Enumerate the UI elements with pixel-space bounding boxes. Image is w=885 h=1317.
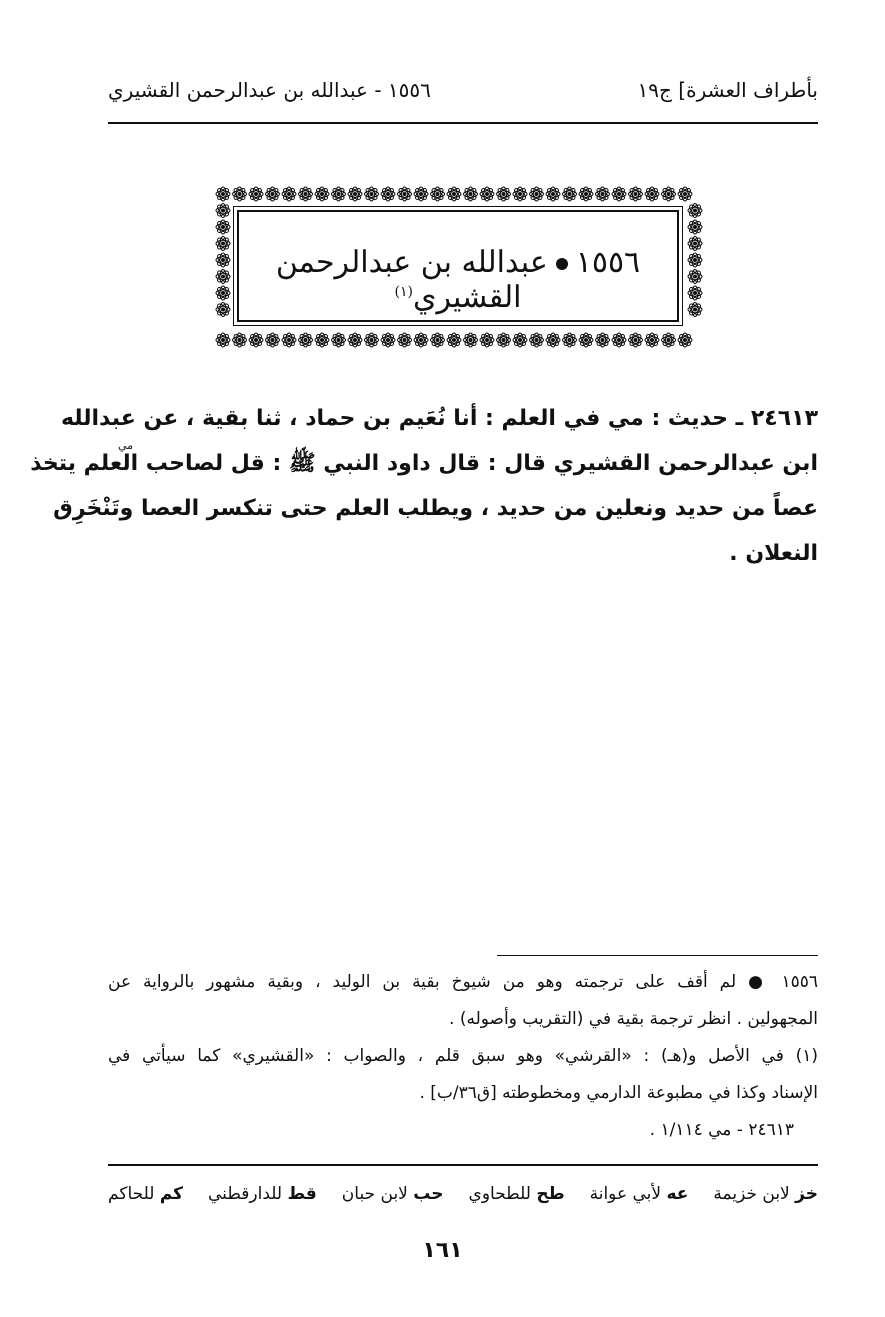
flower-ornament-icon: [546, 333, 560, 347]
flower-ornament-icon: [688, 302, 702, 316]
flower-ornament-icon: [232, 187, 246, 201]
footnote-line: (١) في الأصل و(هـ) : «القرشي» وهو سبق قلم ، والصواب : «القشيري» كما سيأتي في: [108, 1046, 818, 1066]
flower-ornament-icon: [216, 220, 230, 234]
flower-ornament-icon: [463, 333, 477, 347]
flower-ornament-icon: [364, 187, 378, 201]
flower-ornament-icon: [216, 253, 230, 267]
flower-ornament-icon: [249, 187, 263, 201]
flower-ornament-icon: [216, 203, 230, 217]
footnote-line: الإسناد وكذا في مطبوعة الدارمي ومخطوطته [ق٣٦/ب] .: [419, 1083, 818, 1103]
bullet-icon: [556, 258, 568, 270]
flower-ornament-icon: [216, 236, 230, 250]
flower-ornament-icon: [315, 187, 329, 201]
flower-ornament-icon: [645, 187, 659, 201]
flower-ornament-icon: [688, 220, 702, 234]
flower-ornament-icon: [688, 203, 702, 217]
entry-name: عبدالله بن عبدالرحمن القشيري: [275, 245, 548, 315]
abbrev-item: خز لابن خزيمة: [713, 1184, 818, 1204]
entry-title: [239, 245, 677, 315]
flower-ornament-icon: [447, 187, 461, 201]
flower-ornament-icon: [348, 187, 362, 201]
flower-ornament-icon: [678, 187, 692, 201]
flower-ornament-icon: [216, 187, 230, 201]
page-number: ١٦١: [422, 1238, 463, 1263]
hadith-line: ٢٤٦١٣ ـ حديث : مي في العلم : أنا نُعَيم بن حماد ، ثنا بقية ، عن عبدالله: [60, 406, 818, 431]
flower-ornament-icon: [216, 333, 230, 347]
margin-note: مي: [118, 439, 134, 452]
flower-ornament-icon: [397, 187, 411, 201]
footnote-line: المجهولين . انظر ترجمة بقية في (التقريب وأصوله) .: [449, 1009, 818, 1029]
abbrev-item: كم للحاكم: [108, 1184, 184, 1204]
flower-ornament-icon: [216, 286, 230, 300]
flower-ornament-icon: [430, 333, 444, 347]
flower-ornament-icon: [463, 187, 477, 201]
abbrev-item: عه لأبي عوانة: [589, 1184, 689, 1204]
footnote-divider: [497, 955, 818, 956]
flower-ornament-icon: [612, 333, 626, 347]
flower-ornament-icon: [265, 333, 279, 347]
hadith-line: النعلان .: [729, 541, 818, 566]
abbreviation-divider: [108, 1164, 818, 1166]
flower-ornament-icon: [661, 187, 675, 201]
flower-ornament-icon: [216, 269, 230, 283]
hadith-text: [30, 396, 818, 576]
flower-ornament-icon: [628, 187, 642, 201]
flower-ornament-icon: [595, 187, 609, 201]
flower-ornament-icon: [381, 187, 395, 201]
flower-ornament-icon: [661, 333, 675, 347]
flower-ornament-icon: [480, 333, 494, 347]
header-entry-ref: ١٥٥٦ - عبدالله بن عبدالرحمن القشيري: [108, 78, 431, 102]
flower-ornament-icon: [348, 333, 362, 347]
entry-title-box: [237, 210, 679, 322]
flower-ornament-icon: [480, 187, 494, 201]
flower-ornament-icon: [249, 333, 263, 347]
flower-ornament-icon: [331, 187, 345, 201]
flower-ornament-icon: [529, 187, 543, 201]
flower-ornament-icon: [381, 333, 395, 347]
flower-ornament-icon: [414, 333, 428, 347]
abbrev-item: قط للدارقطني: [208, 1184, 317, 1204]
flower-ornament-icon: [562, 187, 576, 201]
flower-ornament-icon: [628, 333, 642, 347]
flower-ornament-icon: [430, 187, 444, 201]
header-volume-ref: بأطراف العشرة] ج١٩: [637, 78, 818, 102]
flower-ornament-icon: [315, 333, 329, 347]
flower-ornament-icon: [414, 187, 428, 201]
flower-ornament-icon: [232, 333, 246, 347]
flower-ornament-icon: [298, 187, 312, 201]
flower-ornament-icon: [513, 187, 527, 201]
footnotes: [108, 964, 818, 1149]
flower-ornament-icon: [579, 333, 593, 347]
flower-ornament-icon: [298, 333, 312, 347]
flower-ornament-icon: [529, 333, 543, 347]
running-header: [108, 74, 818, 114]
header-divider: [108, 122, 818, 124]
flower-ornament-icon: [496, 333, 510, 347]
flower-ornament-icon: [282, 187, 296, 201]
flower-ornament-icon: [447, 333, 461, 347]
abbreviation-key: [108, 1184, 818, 1204]
flower-ornament-icon: [496, 187, 510, 201]
flower-ornament-icon: [364, 333, 378, 347]
footnote-marker: (١): [394, 284, 413, 300]
flower-ornament-icon: [645, 333, 659, 347]
flower-ornament-icon: [282, 333, 296, 347]
flower-ornament-icon: [688, 236, 702, 250]
flower-ornament-icon: [688, 253, 702, 267]
hadith-line: ابن عبدالرحمن القشيري قال : قال داود النبي ﷺ : قل لصاحب العلم يتخذ: [30, 451, 818, 476]
abbrev-item: حب لابن حبان: [341, 1184, 444, 1204]
flower-ornament-icon: [265, 187, 279, 201]
flower-ornament-icon: [397, 333, 411, 347]
flower-ornament-icon: [513, 333, 527, 347]
flower-ornament-icon: [331, 333, 345, 347]
flower-ornament-icon: [595, 333, 609, 347]
flower-ornament-icon: [688, 269, 702, 283]
hadith-line: عصاً من حديد ونعلين من حديد ، ويطلب العلم حتى تنكسر العصا وتَنْخَرِق: [53, 496, 818, 521]
entry-number: ١٥٥٦: [575, 245, 641, 280]
flower-ornament-icon: [579, 187, 593, 201]
flower-ornament-icon: [562, 333, 576, 347]
flower-ornament-icon: [688, 286, 702, 300]
flower-ornament-icon: [216, 302, 230, 316]
flower-ornament-icon: [612, 187, 626, 201]
flower-ornament-icon: [546, 187, 560, 201]
footnote-line: ٢٤٦١٣ - مي ١/١١٤ .: [649, 1120, 794, 1140]
flower-ornament-icon: [678, 333, 692, 347]
abbrev-item: طح للطحاوي: [468, 1184, 565, 1204]
footnote-line: ١٥٥٦ ● لم أقف على ترجمته وهو من شيوخ بقية بن الوليد ، وبقية مشهور بالرواية عن: [108, 972, 818, 992]
